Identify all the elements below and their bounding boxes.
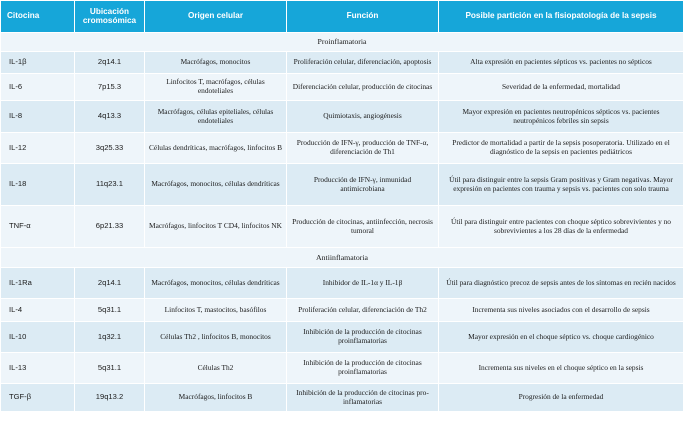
cell-ubicacion: 5q31.1 (75, 299, 145, 322)
table-row (1, 74, 683, 101)
table-row (1, 268, 683, 299)
cell-particion: Útil para distinguir entre la sepsis Gram positivas y Gram negativas. Mayor expresión en pacientes con trauma y sepsis vs. pacientes con solo trauma (439, 164, 683, 206)
cell-particion: Útil para diagnóstico precoz de sepsis antes de los síntomas en recién nacidos (439, 268, 683, 299)
cell-particion: Severidad de la enfermedad, mortalidad (439, 74, 683, 101)
cell-funcion: Quimiotaxis, angiogénesis (287, 101, 439, 133)
cell-funcion: Proliferación celular, diferenciación de Th2 (287, 299, 439, 322)
cell-ubicacion: 2q14.1 (75, 52, 145, 74)
cell-ubicacion: 3q25.33 (75, 133, 145, 164)
cell-origen: Macrófagos, linfocitos B (145, 384, 287, 412)
cell-funcion: Proliferación celular, diferenciación, apoptosis (287, 52, 439, 74)
cell-citocina: IL-18 (1, 164, 75, 206)
section-row (1, 33, 683, 52)
cell-citocina: IL-6 (1, 74, 75, 101)
cell-citocina: TGF-β (1, 384, 75, 412)
cell-particion: Mayor expresión en pacientes neutropénicos sépticos vs. pacientes neutropénicos febriles sin sepsis (439, 101, 683, 133)
cell-particion: Incrementa sus niveles asociados con el desarrollo de sepsis (439, 299, 683, 322)
cell-funcion: Inhibidor de IL-1α y IL-1β (287, 268, 439, 299)
cell-origen: Macrófagos, monocitos, células dendríticas (145, 268, 287, 299)
cell-citocina: IL-1β (1, 52, 75, 74)
cell-origen: Linfocitos T, macrófagos, células endoteliales (145, 74, 287, 101)
cell-particion: Alta expresión en pacientes sépticos vs. pacientes no sépticos (439, 52, 683, 74)
table-row (1, 353, 683, 384)
cell-citocina: IL-10 (1, 322, 75, 353)
cell-particion: Útil para distinguir entre pacientes con choque séptico sobrevivientes y no sobrevivientes a los 28 días de la enfermedad (439, 206, 683, 248)
cell-ubicacion: 5q31.1 (75, 353, 145, 384)
cell-origen: Macrófagos, monocitos, células dendríticas (145, 164, 287, 206)
section-row (1, 248, 683, 268)
cell-origen: Linfocitos T, mastocitos, basófilos (145, 299, 287, 322)
cell-ubicacion: 4q13.3 (75, 101, 145, 133)
cell-particion: Mayor expresión en el choque séptico vs. choque cardiogénico (439, 322, 683, 353)
cell-origen: Macrófagos, células epiteliales, células endoteliales (145, 101, 287, 133)
cell-citocina: IL-13 (1, 353, 75, 384)
header-funcion: Función (287, 1, 439, 33)
header-row (1, 1, 683, 33)
table-row (1, 384, 683, 412)
cell-origen: Macrófagos, monocitos (145, 52, 287, 74)
cell-origen: Macrófagos, linfocitos T CD4, linfocitos NK (145, 206, 287, 248)
cell-funcion: Producción de citocinas, antiinfección, necrosis tumoral (287, 206, 439, 248)
table-row (1, 322, 683, 353)
cell-particion: Predictor de mortalidad a partir de la sepsis posoperatoria. Utilizado en el diagnóstico de la sepsis en pacientes pediátricos (439, 133, 683, 164)
cell-citocina: TNF-α (1, 206, 75, 248)
header-origen: Origen celular (145, 1, 287, 33)
cell-citocina: IL-4 (1, 299, 75, 322)
table-row (1, 299, 683, 322)
section-title-proinflamatoria: Proinflamatoria (1, 33, 683, 52)
cell-citocina: IL-12 (1, 133, 75, 164)
cell-particion: Incrementa sus niveles en el choque séptico en la sepsis (439, 353, 683, 384)
cell-origen: Células Th2 (145, 353, 287, 384)
header-citocina: Citocina (1, 1, 75, 33)
cell-funcion: Inhibición de la producción de citocinas pro-inflamatorias (287, 384, 439, 412)
cell-funcion: Diferenciación celular, producción de citocinas (287, 74, 439, 101)
cell-origen: Células Th2 , linfocitos B, monocitos (145, 322, 287, 353)
cell-ubicacion: 6p21.33 (75, 206, 145, 248)
table-row (1, 52, 683, 74)
table-row (1, 164, 683, 206)
cell-origen: Células dendríticas, macrófagos, linfocitos B (145, 133, 287, 164)
cell-particion: Progresión de la enfermedad (439, 384, 683, 412)
cell-funcion: Inhibición de la producción de citocinas proinflamatorias (287, 353, 439, 384)
cell-funcion: Producción de IFN-γ, producción de TNF-α, diferenciación de Th1 (287, 133, 439, 164)
table-row (1, 133, 683, 164)
table-row (1, 101, 683, 133)
cell-ubicacion: 7p15.3 (75, 74, 145, 101)
table-row (1, 206, 683, 248)
cell-citocina: IL-8 (1, 101, 75, 133)
cell-citocina: IL-1Ra (1, 268, 75, 299)
cell-ubicacion: 2q14.1 (75, 268, 145, 299)
cell-ubicacion: 19q13.2 (75, 384, 145, 412)
cell-ubicacion: 11q23.1 (75, 164, 145, 206)
header-particion: Posible partición en la fisiopatología de la sepsis (439, 1, 683, 33)
header-ubicacion: Ubicación cromosómica (75, 1, 145, 33)
cell-funcion: Inhibición de la producción de citocinas proinflamatorias (287, 322, 439, 353)
cell-ubicacion: 1q32.1 (75, 322, 145, 353)
cell-funcion: Producción de IFN-γ, inmunidad antimicrobiana (287, 164, 439, 206)
section-title-antiinflamatoria: Antiinflamatoria (1, 248, 683, 268)
